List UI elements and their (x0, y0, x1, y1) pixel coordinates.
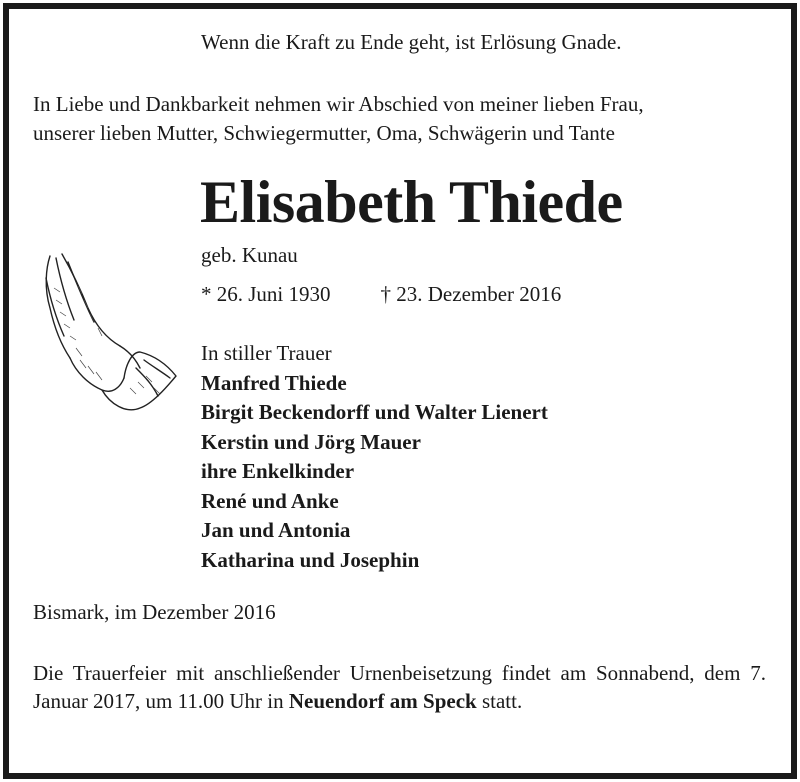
praying-hands-icon (40, 248, 180, 418)
mourner-name: Manfred Thiede (201, 370, 347, 395)
motto: Wenn die Kraft zu Ende geht, ist Erlösung Gnade. (201, 30, 622, 54)
funeral-notice (33, 659, 766, 715)
birth-date: * 26. Juni 1930 (201, 282, 331, 306)
funeral-text-before: Die Trauerfeier mit anschließender Urnenbeisetzung findet am Sonnabend, dem 7. Januar 2017, um 11.00 Uhr in (33, 661, 766, 713)
deceased-name: Elisabeth Thiede (200, 169, 623, 235)
intro-line-1: In Liebe und Dankbarkeit nehmen wir Abschied von meiner lieben Frau, (33, 92, 644, 116)
death-date: † 23. Dezember 2016 (380, 282, 562, 306)
mourner-name: Kerstin und Jörg Mauer (201, 429, 421, 454)
mourner-name: ihre Enkelkinder (201, 459, 355, 483)
mourner-name: Jan und Antonia (201, 518, 351, 542)
funeral-location: Neuendorf am Speck (288, 689, 477, 713)
mourner-name: René und Anke (201, 488, 339, 513)
life-dates (201, 282, 561, 307)
intro-text (33, 90, 773, 148)
intro-line-2: unserer lieben Mutter, Schwiegermutter, Oma, Schwägerin und Tante (33, 121, 615, 145)
funeral-text-after: statt. (476, 689, 523, 713)
mourners-list (201, 339, 548, 575)
place-date: Bismark, im Dezember 2016 (33, 600, 276, 624)
mourner-name: Birgit Beckendorff und Walter Lienert (201, 400, 548, 424)
mourners-heading: In stiller Trauer (201, 341, 332, 365)
maiden-name: geb. Kunau (201, 243, 298, 267)
mourner-name: Katharina und Josephin (201, 547, 420, 572)
